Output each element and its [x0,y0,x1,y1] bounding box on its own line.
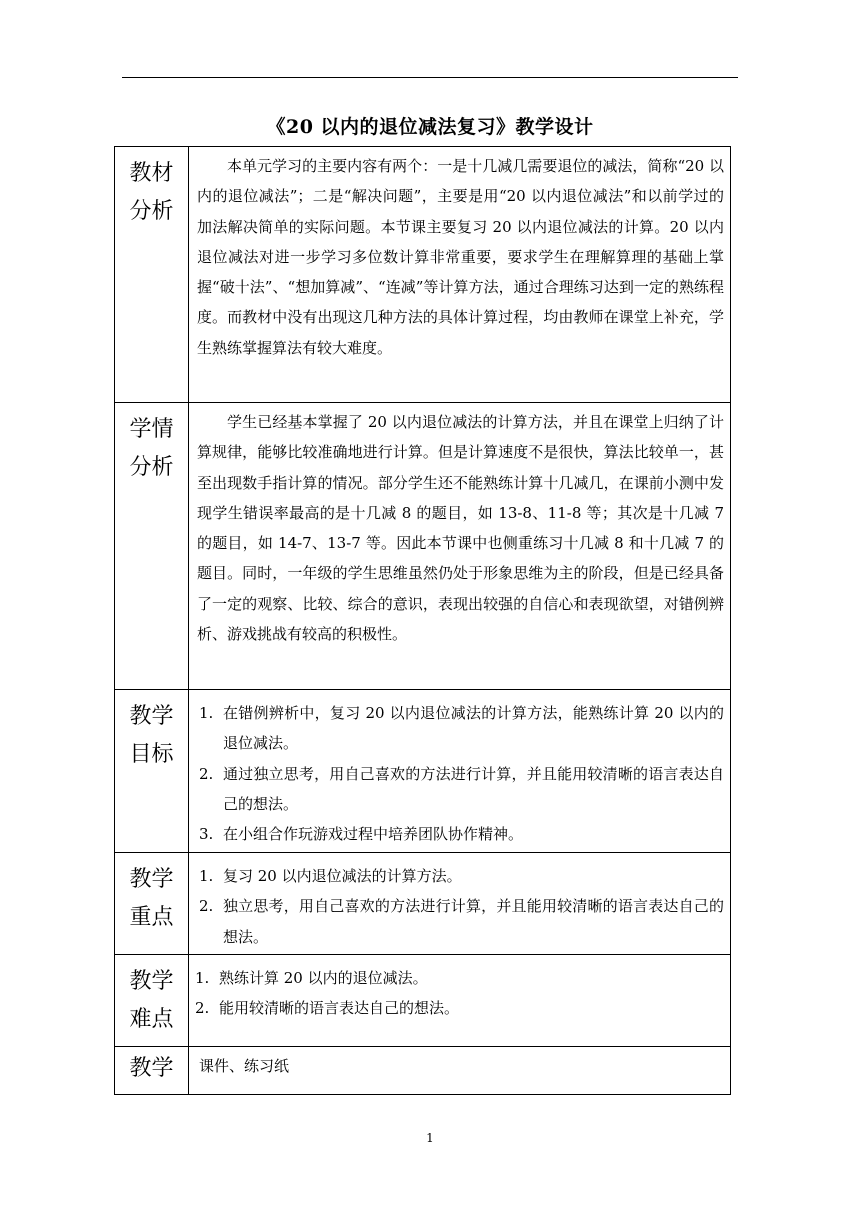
row-label-line: 分析 [129,455,174,480]
list-text: 独立思考，用自己喜欢的方法进行计算，并且能用较清晰的语言表达自己的想法。 [223,897,724,946]
table-row [115,147,731,403]
table-row [115,403,731,690]
lesson-design-table [114,146,731,1095]
row-content [189,853,731,955]
list-number: 1. [195,968,210,987]
row-label [115,853,189,955]
list-item [195,993,724,1023]
row-label-line: 教学 [129,1055,174,1081]
list-number: 2. [199,764,214,783]
table-row [115,690,731,853]
row-label [115,1046,189,1094]
header-rule [122,77,738,78]
list-text: 在小组合作玩游戏过程中培养团队协作精神。 [223,825,524,844]
document-title: 《20 以内的退位减法复习》教学设计 [266,116,594,138]
list-text: 通过独立思考，用自己喜欢的方法进行计算，并且能用较清晰的语言表达自己的想法。 [223,764,724,813]
row-label-line: 分析 [129,199,174,224]
row-label [115,147,189,403]
row-label-line: 难点 [129,1006,174,1032]
list-number: 1. [199,704,214,722]
list-item [199,891,724,952]
row-content [189,690,731,853]
list-text: 熟练计算 20 以内的退位减法。 [219,968,428,987]
list-item [199,698,724,759]
list-item [195,963,724,993]
table-row [115,853,731,955]
row-label-line: 教材 [129,161,174,186]
list-item [199,759,724,820]
list-text: 能用较清晰的语言表达自己的想法。 [219,999,460,1018]
row-content: 课件、练习纸 [189,1046,731,1094]
list-item [199,819,724,849]
list-text: 在错例辨析中，复习 20 以内退位减法的计算方法，能熟练计算 20 以内的退位减法。 [223,704,724,753]
row-content: 学生已经基本掌握了 20 以内退位减法的计算方法，并且在课堂上归纳了计算规律，能够比较准确地进行计算。但是计算速度不是很快，算法比较单一，甚至出现数手指计算的情况。部分学生还不能熟练计算十几减几，在课前小测中发现学生错误率最高的是十几减 8 的题目，如 13-8、11-8 等；其次是十几减 7 的题目，如 14-7、13-7 等。因此本节课中也侧重练习十几减 8 和十几减 7 的题目。同时，一年级的学生思维虽然仍处于形象思维为主的阶段，但是已经具备了一定的观察、比较、综合的意识，表现出较强的自信心和表现欲望，对错例辨析、游戏挑战有较高的积极性。 [189,403,731,690]
page-number: 1 [426,1131,434,1145]
row-label-line: 教学 [129,968,174,994]
row-label-line: 重点 [129,905,174,930]
row-label [115,403,189,690]
list-number: 3. [199,825,214,844]
list-number: 2. [199,897,214,916]
row-label-line: 教学 [129,867,174,892]
row-label [115,954,189,1046]
list-text: 复习 20 以内退位减法的计算方法。 [223,867,462,885]
row-content: 本单元学习的主要内容有两个：一是十几减几需要退位的减法，简称“20 以内的退位减法”；二是“解决问题”，主要是用“20 以内退位减法”和以前学过的加法解决简单的实际问题。本节课主要复习 20 以内退位减法的计算。20 以内退位减法对进一步学习多位数计算非常重要，要求学生在理解算理的基础上掌握“破十法”、“想加算减”、“连减”等计算方法，通过合理练习达到一定的熟练程度。而教材中没有出现这几种方法的具体计算过程，均由教师在课堂上补充，学生熟练掌握算法有较大难度。 [189,147,731,403]
row-label-line: 教学 [129,704,174,729]
row-label-line: 目标 [129,742,174,767]
table-row [115,1046,731,1094]
list-item [199,861,724,891]
table-row [115,954,731,1046]
list-number: 1. [199,867,214,885]
row-content [189,954,731,1046]
row-label-line: 学情 [129,417,174,442]
list-number: 2. [195,999,210,1018]
row-label [115,690,189,853]
